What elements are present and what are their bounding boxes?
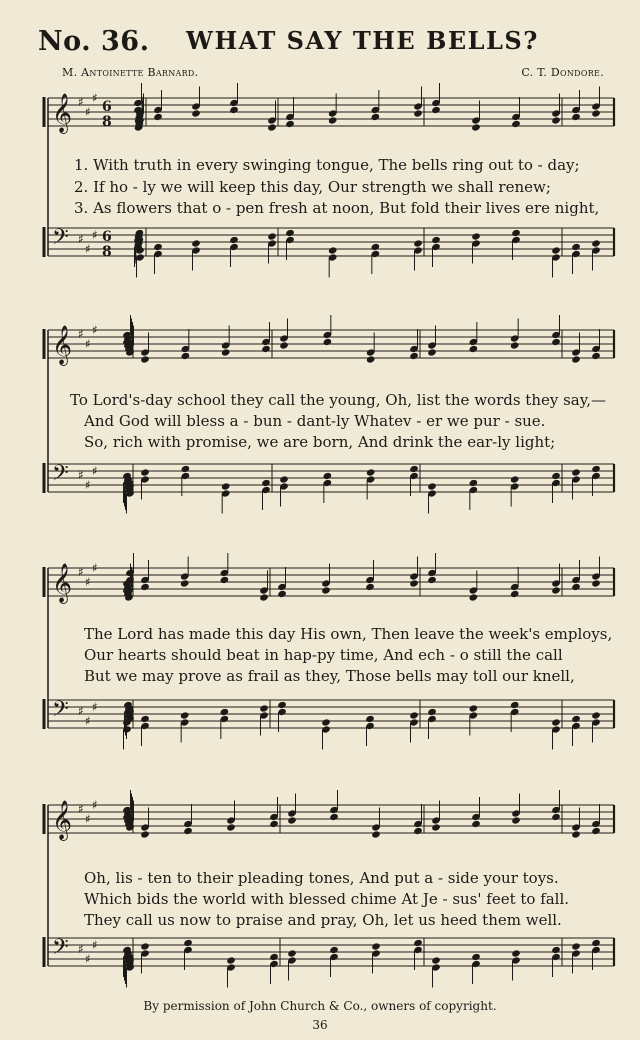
lyric-line: Our hearts should beat in hap-py time, And ech - o still the call [84, 646, 563, 664]
note-head [191, 239, 201, 247]
note-head [180, 711, 190, 719]
note-head [277, 701, 287, 709]
note-head [471, 820, 481, 828]
note-head [371, 113, 381, 121]
note-head [220, 576, 230, 584]
note-head [153, 113, 163, 121]
copyright-permission: By permission of John Church & Co., owners of copyright. [143, 999, 497, 1013]
sharp-sign: ♯ [78, 468, 84, 482]
note-head [328, 246, 338, 254]
note-head [140, 830, 150, 838]
note-head [427, 348, 437, 356]
time-signature-bottom: 8 [102, 244, 112, 260]
note-head [140, 583, 150, 591]
note-head [229, 236, 239, 244]
note-head [571, 243, 581, 251]
note-head [371, 243, 381, 251]
note-head [267, 232, 277, 240]
hymn-title: WHAT SAY THE BELLS? [186, 26, 539, 55]
sharp-sign: ♯ [85, 575, 91, 589]
lyric-line: Which bids the world with blessed chime At Je - sus' feet to fall. [84, 890, 570, 908]
note-head [140, 715, 150, 723]
note-head [279, 341, 289, 349]
note-head [181, 352, 191, 360]
bass-clef: 𝄢 [52, 225, 69, 255]
note-head [471, 953, 481, 961]
note-head [140, 355, 150, 363]
note-head [413, 827, 423, 835]
note-head [321, 718, 331, 726]
note-head [591, 352, 601, 360]
lyric-line: 2. If ho - ly we will keep this day, Our strength we shall renew; [74, 178, 551, 196]
note-head [221, 348, 231, 356]
note-head [591, 109, 601, 117]
note-head [269, 820, 279, 828]
lyric-line: Oh, lis - ten to their pleading tones, And put a - side your toys. [84, 869, 559, 887]
lyricist-credit: M. Antoinette Barnard. [62, 66, 199, 79]
treble-clef: 𝄞 [52, 325, 73, 365]
note-head [409, 352, 419, 360]
sharp-sign: ♯ [78, 704, 84, 718]
note-head [140, 468, 150, 476]
lyric-line: But we may prove as frail as they, Those bells may toll our knell, [84, 667, 575, 685]
sharp-sign: ♯ [92, 91, 98, 105]
note-head [409, 579, 419, 587]
note-head [267, 123, 277, 131]
sharp-sign: ♯ [92, 323, 98, 337]
note-head [261, 479, 271, 487]
note-head [431, 106, 441, 114]
note-head [471, 123, 481, 131]
note-head [431, 236, 441, 244]
sharp-sign: ♯ [85, 242, 91, 256]
note-head [183, 939, 193, 947]
bass-clef: 𝄢 [52, 935, 69, 965]
note-head [511, 949, 521, 957]
note-head [571, 468, 581, 476]
lyric-line: They call us now to praise and pray, Oh, let us heed them well. [84, 911, 562, 929]
sharp-sign: ♯ [85, 478, 91, 492]
lyric-line: To Lord's-day school they call the young, Oh, list the words they say,— [70, 391, 607, 409]
note-head [285, 120, 295, 128]
sharp-sign: ♯ [78, 565, 84, 579]
note-head [431, 823, 441, 831]
note-head [269, 953, 279, 961]
note-head [191, 109, 201, 117]
note-head [551, 813, 561, 821]
note-head [413, 939, 423, 947]
sharp-sign: ♯ [92, 798, 98, 812]
note-head [571, 942, 581, 950]
note-head [365, 583, 375, 591]
sharp-sign: ♯ [85, 812, 91, 826]
note-head [551, 246, 561, 254]
treble-clef: 𝄞 [52, 800, 73, 840]
note-head [409, 711, 419, 719]
note-head [409, 465, 419, 473]
note-head [321, 586, 331, 594]
note-head [180, 579, 190, 587]
note-head [220, 708, 230, 716]
note-head [427, 576, 437, 584]
note-head [366, 355, 376, 363]
note-head [571, 715, 581, 723]
sharp-sign: ♯ [85, 105, 91, 119]
note-head [591, 579, 601, 587]
note-head [431, 956, 441, 964]
note-head [469, 593, 479, 601]
sharp-sign: ♯ [92, 561, 98, 575]
note-head [181, 465, 191, 473]
note-head [229, 106, 239, 114]
time-signature-bottom: 8 [102, 114, 112, 130]
note-head [329, 946, 339, 954]
treble-clef: 𝄞 [52, 93, 73, 133]
note-head [427, 482, 437, 490]
sharp-sign: ♯ [78, 942, 84, 956]
note-head [591, 827, 601, 835]
note-head [571, 113, 581, 121]
note-head [571, 830, 581, 838]
note-head [183, 827, 193, 835]
note-head [226, 956, 236, 964]
note-head [427, 708, 437, 716]
note-head [153, 243, 163, 251]
sharp-sign: ♯ [78, 95, 84, 109]
note-head [510, 590, 520, 598]
note-head [510, 701, 520, 709]
note-head [551, 116, 561, 124]
note-head [287, 949, 297, 957]
lyric-line: So, rich with promise, we are born, And drink the ear-ly light; [84, 433, 556, 451]
lyric-line: 1. With truth in every swinging tongue, The bells ring out to - day; [74, 156, 580, 174]
note-head [259, 593, 269, 601]
composer-credit: C. T. Dondore. [521, 66, 604, 79]
note-head [469, 704, 479, 712]
lyric-line: And God will bless a - bun - dant-ly Whatev - er we pur - sue. [84, 412, 546, 430]
note-head [591, 465, 601, 473]
sharp-sign: ♯ [78, 327, 84, 341]
note-head [285, 229, 295, 237]
hymn-number: No. 36. [38, 26, 150, 57]
lyric-line: The Lord has made this day His own, Then leave the week's employs, [84, 625, 613, 643]
note-head [366, 468, 376, 476]
note-head [511, 816, 521, 824]
sharp-sign: ♯ [92, 938, 98, 952]
note-head [511, 229, 521, 237]
note-head [287, 816, 297, 824]
note-head [551, 718, 561, 726]
note-head [510, 475, 520, 483]
note-head [328, 116, 338, 124]
note-head [571, 355, 581, 363]
note-head [551, 586, 561, 594]
sharp-sign: ♯ [85, 714, 91, 728]
bass-clef: 𝄢 [52, 697, 69, 727]
note-head [551, 472, 561, 480]
note-head [365, 715, 375, 723]
sharp-sign: ♯ [78, 802, 84, 816]
note-head [221, 482, 231, 490]
note-head [140, 942, 150, 950]
note-head [413, 109, 423, 117]
note-head [277, 590, 287, 598]
note-head [413, 239, 423, 247]
time-signature-top: 6 [102, 229, 112, 245]
note-head [259, 704, 269, 712]
page-number: 36 [312, 1018, 328, 1032]
note-head [471, 232, 481, 240]
note-head [469, 345, 479, 353]
bass-clef: 𝄢 [52, 461, 69, 491]
note-head [323, 338, 333, 346]
lyric-line: 3. As flowers that o - pen fresh at noon, But fold their lives ere night, [74, 199, 600, 217]
time-signature-top: 6 [102, 99, 112, 115]
sharp-sign: ♯ [92, 228, 98, 242]
sharp-sign: ♯ [92, 464, 98, 478]
note-head [591, 711, 601, 719]
note-head [591, 239, 601, 247]
note-head [551, 946, 561, 954]
sharp-sign: ♯ [92, 700, 98, 714]
note-head [571, 583, 581, 591]
note-head [371, 830, 381, 838]
sharp-sign: ♯ [85, 952, 91, 966]
sharp-sign: ♯ [78, 232, 84, 246]
note-head [323, 472, 333, 480]
note-head [469, 479, 479, 487]
note-head [226, 823, 236, 831]
note-head [279, 475, 289, 483]
note-head [511, 120, 521, 128]
note-head [329, 813, 339, 821]
treble-clef: 𝄞 [52, 563, 73, 603]
note-head [591, 939, 601, 947]
note-head [510, 341, 520, 349]
note-head [551, 338, 561, 346]
sharp-sign: ♯ [85, 337, 91, 351]
note-head [371, 942, 381, 950]
note-head [261, 345, 271, 353]
